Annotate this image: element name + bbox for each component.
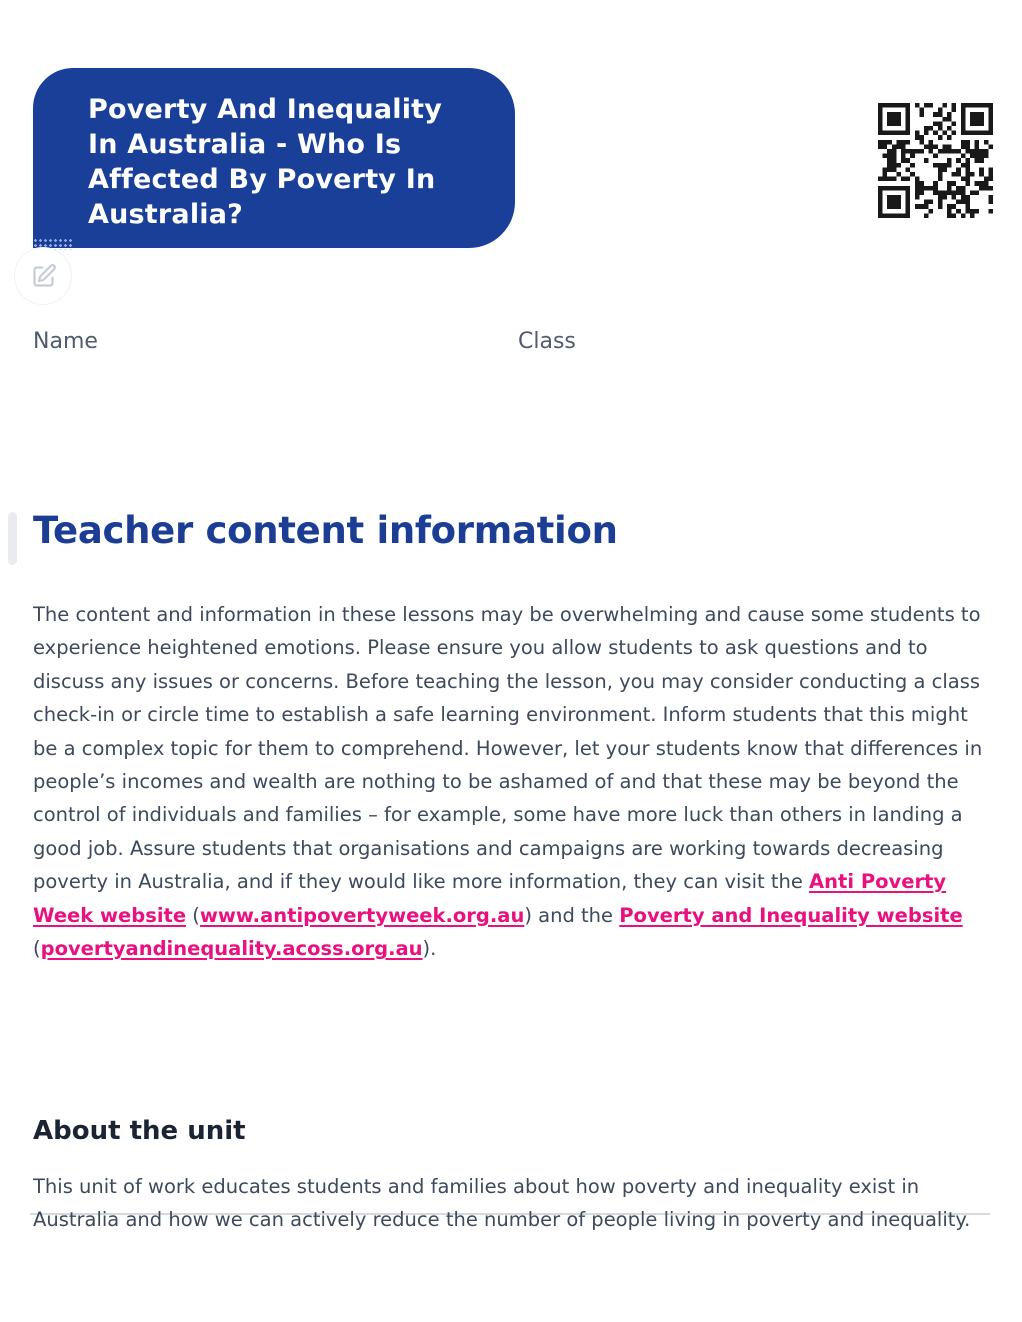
body-text: ) and the [524, 903, 620, 927]
edit-button[interactable] [14, 247, 72, 305]
inline-link[interactable]: Anti Poverty Week website [33, 870, 947, 927]
body-text: ). [422, 937, 437, 961]
class-field-label: Class [518, 329, 576, 354]
about-unit-body: This unit of work educates students and families about how poverty and inequality exist in Australia and how we can actively reduce the number of people living in poverty and inequality. [33, 1175, 971, 1232]
body-text: ( [33, 937, 41, 961]
worksheet-title-card [33, 68, 515, 248]
body-text: ( [186, 903, 200, 927]
about-unit-heading: About the unit [33, 1116, 246, 1146]
inline-link[interactable]: povertyandinequality.acoss.org.au [40, 937, 423, 961]
worksheet-title: Poverty And Inequality In Australia - Who Is Affected By Poverty In Australia? [88, 94, 443, 230]
inline-link[interactable]: www.antipovertyweek.org.au [199, 903, 525, 927]
body-text: The content and information in these lessons may be overwhelming and cause some students to experience heightened emotions. Please ensure you allow students to ask questions and to discuss any issues or concerns. Before teaching the lesson, you may consider conducting a class check-in or circle time to establish a safe learning environment. Inform students that this might be a complex topic for them to comprehend. However, let your students know that differences in people’s incomes and wealth are nothing to be ashamed of and that these may be beyond the control of individuals and families – for example, some have more luck than others in landing a good job. Assure students that organisations and campaigns are working towards decreasing poverty in Australia, and if they would like more information, they can visit the [33, 603, 983, 894]
heading-accent-bar [8, 512, 17, 565]
edit-pencil-icon [30, 263, 57, 290]
name-field-label: Name [33, 329, 98, 354]
teacher-section-body [33, 598, 990, 965]
teacher-section-heading: Teacher content information [33, 509, 618, 552]
inline-link[interactable]: Poverty and Inequality website [619, 903, 963, 927]
qr-code [878, 103, 993, 218]
